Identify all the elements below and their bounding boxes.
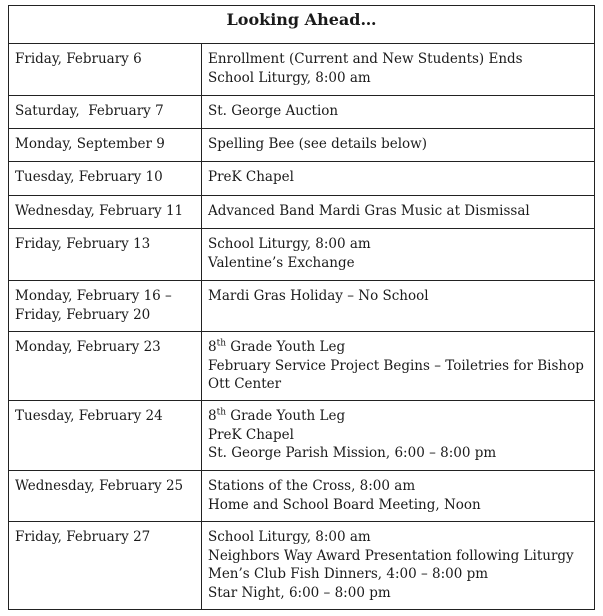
table-row xyxy=(9,96,595,129)
event-item: St. George Auction xyxy=(208,103,339,119)
table-row xyxy=(9,44,595,96)
date-cell xyxy=(9,96,202,129)
grade-rest: Grade Youth Leg xyxy=(226,339,346,355)
event-item: Stations of the Cross, 8:00 am xyxy=(208,478,416,494)
date-cell xyxy=(9,229,202,281)
date-label: Tuesday, February 24 xyxy=(15,408,163,424)
table-row xyxy=(9,129,595,162)
event-item: School Liturgy, 8:00 am xyxy=(208,529,371,545)
event-item: School Liturgy, 8:00 am xyxy=(208,69,371,86)
event-item: Valentine’s Exchange xyxy=(208,254,355,271)
events-cell xyxy=(202,401,595,471)
date-label: Friday, February 6 xyxy=(15,51,142,67)
table-row xyxy=(9,471,595,522)
date-label: Friday, February 13 xyxy=(15,236,151,252)
table-row xyxy=(9,281,595,332)
table-row xyxy=(9,196,595,229)
events-cell xyxy=(202,129,595,162)
date-label: Monday, February 23 xyxy=(15,339,161,355)
date-label: Monday, September 9 xyxy=(15,136,165,152)
events-cell xyxy=(202,471,595,522)
grade-suffix: th xyxy=(216,338,227,349)
date-label: Wednesday, February 11 xyxy=(15,203,184,219)
events-cell xyxy=(202,96,595,129)
date-cell xyxy=(9,129,202,162)
table-row xyxy=(9,332,595,401)
table-row xyxy=(9,229,595,281)
grade-number: 8 xyxy=(208,339,217,355)
events-cell xyxy=(202,522,595,610)
events-cell xyxy=(202,332,595,401)
date-cell xyxy=(9,162,202,196)
date-label: Tuesday, February 10 xyxy=(15,169,163,185)
events-cell xyxy=(202,281,595,332)
date-cell xyxy=(9,196,202,229)
table-row xyxy=(9,401,595,471)
events-cell xyxy=(202,162,595,196)
event-item: February Service Project Begins – Toiletries for Bishop Ott Center xyxy=(208,357,584,392)
date-cell xyxy=(9,471,202,522)
events-cell xyxy=(202,196,595,229)
event-item: Home and School Board Meeting, Noon xyxy=(208,496,481,513)
event-item: School Liturgy, 8:00 am xyxy=(208,236,371,252)
date-cell xyxy=(9,401,202,471)
date-label: Friday, February 27 xyxy=(15,529,151,545)
events-cell xyxy=(202,44,595,96)
events-table xyxy=(8,5,595,610)
date-cell xyxy=(9,281,202,332)
event-item: Spelling Bee (see details below) xyxy=(208,136,427,152)
table-row xyxy=(9,162,595,196)
date-cell xyxy=(9,44,202,96)
date-label: Saturday, February 7 xyxy=(15,103,164,119)
event-item-youth-leg xyxy=(208,338,588,357)
title-row xyxy=(9,6,595,44)
grade-rest: Grade Youth Leg xyxy=(226,408,346,424)
grade-number: 8 xyxy=(208,408,217,424)
date-cell xyxy=(9,522,202,610)
grade-suffix: th xyxy=(216,407,227,418)
event-item: PreK Chapel xyxy=(208,169,294,185)
event-item-youth-leg xyxy=(208,407,588,426)
table-row xyxy=(9,522,595,610)
date-label: Monday, February 16 – Friday, February 20 xyxy=(15,288,172,323)
event-item: PreK Chapel xyxy=(208,426,294,443)
event-item: Advanced Band Mardi Gras Music at Dismissal xyxy=(208,203,530,219)
event-item: St. George Parish Mission, 6:00 – 8:00 pm xyxy=(208,445,497,461)
events-cell xyxy=(202,229,595,281)
date-cell xyxy=(9,332,202,401)
date-label: Wednesday, February 25 xyxy=(15,478,184,494)
event-item: Enrollment (Current and New Students) Ends xyxy=(208,51,523,67)
event-item: Star Night, 6:00 – 8:00 pm xyxy=(208,584,391,601)
event-item: Neighbors Way Award Presentation following Liturgy xyxy=(208,547,574,564)
event-item: Mardi Gras Holiday – No School xyxy=(208,288,429,304)
table-title: Looking Ahead… xyxy=(9,6,595,44)
event-item: Men’s Club Fish Dinners, 4:00 – 8:00 pm xyxy=(208,566,489,582)
